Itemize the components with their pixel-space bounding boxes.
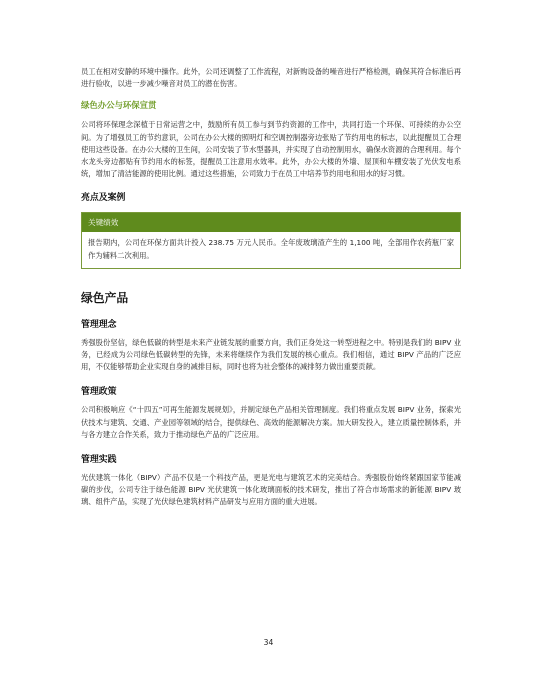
green-office-heading: 绿色办公与环保宣贯	[81, 100, 157, 111]
management-policy-heading: 管理政策	[81, 387, 117, 398]
management-practice-text: 光伏建筑一体化（BIPV）产品不仅是一个科技产品，更是光电与建筑艺术的完美结合。秀强股份始终紧跟国家节能减碳的步伐，公司专注于绿色能源 BIPV 光伏建筑一体化玻璃面板的技术研发，推出了符合市场需求的新能源 BIPV 玻璃、组件产品，实现了光伏绿色建筑材料产品研发与应用方面的重大进展。	[81, 473, 461, 507]
green-products-title: 绿色产品	[81, 290, 129, 305]
management-philosophy-heading: 管理理念	[81, 319, 117, 330]
key-performance-text: 报告期内，公司在环保方面共计投入 238.75 万元人民币。全年废玻璃渣产生的 1,100 吨，全部用作农药瓶厂家作为辅料二次利用。	[88, 238, 454, 260]
intro-paragraph: 员工在相对安静的环境中操作。此外，公司还调整了工作流程，对新购设备的噪音进行严格检测，确保其符合标准后再进行验收，以进一步减少噪音对员工的潜在伤害。	[81, 67, 461, 89]
management-practice-heading: 管理实践	[81, 455, 117, 466]
green-office-paragraph: 公司将环保理念深植于日常运营之中，鼓励所有员工参与到节约资源的工作中，共同打造一个环保、可持续的办公空间。为了增强员工的节约意识，公司在办公大楼的照明灯和空调控制器旁边张贴了节约用电的标志，以此提醒员工合理使用这些设备。在办公大楼的卫生间，公司安装了节水型器具，并实现了自动控制用水，确保水资源的合理利用。每个水龙头旁边都贴有节约用水的标签，提醒员工注意用水效率。此外，办公大楼的外墙、屋顶和车棚安装了光伏发电系统，增加了清洁能源的使用比例。通过这些措施，公司致力于在员工中培养节约用电和用水的好习惯。	[81, 120, 461, 179]
management-philosophy-text: 秀强股份坚信，绿色低碳的转型是未来产业链发展的重要方向，我们正身处这一转型进程之中。特别是我们的 BIPV 业务，已经成为公司绿色低碳转型的先锋，未来将继续作为我们发展的核心重点。我们相信，通过 BIPV 产品的广泛应用，不仅能够帮助企业实现自身的减排目标，同时也将为社会整体的减排努力做出重要贡献。	[81, 337, 461, 372]
key-performance-box	[81, 212, 461, 268]
management-policy-text: 公司积极响应《“十四五”可再生能源发展规划》，并制定绿色产品相关管理制度。我们将重点发展 BIPV 业务，探索光伏技术与建筑、交通、产业园等领域的结合，提供绿色、高效的能源解决方案。加大研发投入，建立质量控制体系，并与各方建立合作关系，致力于推动绿色产品的广泛应用。	[81, 405, 461, 439]
key-performance-title: 关键绩效	[82, 213, 460, 232]
key-performance-body	[82, 232, 460, 267]
highlights-heading: 亮点及案例	[81, 193, 126, 204]
page-content	[81, 66, 461, 509]
page-number: 34	[263, 638, 274, 647]
